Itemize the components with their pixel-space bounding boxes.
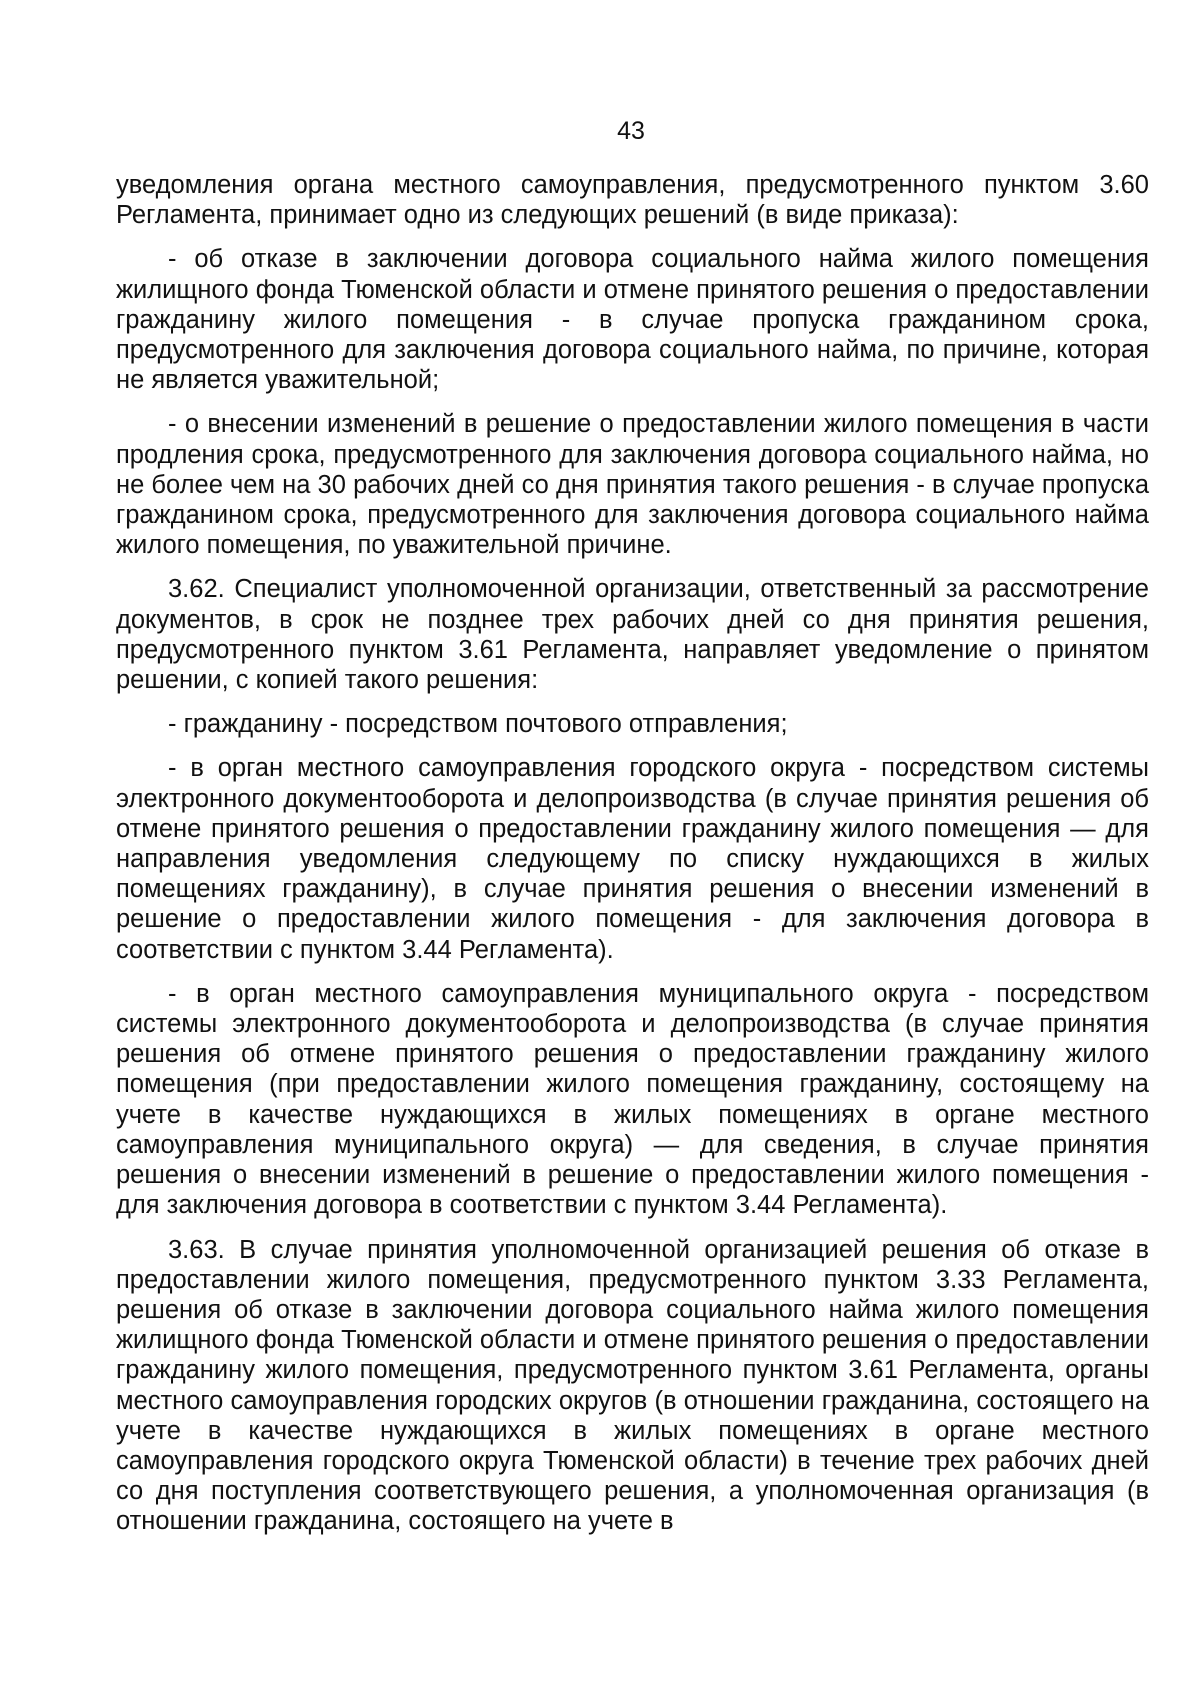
- page-number: 43: [617, 117, 645, 145]
- paragraph-citizen-mail: - гражданину - посредством почтового отправления;: [168, 710, 788, 739]
- paragraph-refusal-decision: - об отказе в заключении договора социального найма жилого помещения жилищного фонда Тюменской области и отмене принятого решения о предоставлении гражданину жилого помещения - в случае пропуска гражданином срока, предусмотренного для заключения договора социального найма, по причине, которая не является уважительной;: [116, 245, 1149, 395]
- document-body: [116, 170, 1149, 1537]
- paragraph-municipal-district-authority: - в орган местного самоуправления муниципального округа - посредством системы электронного документооборота и делопроизводства (в случае принятия решения об отмене принятого решения о предоставлении гражданину жилого помещения (при предоставлении жилого помещения гражданину, состоящему на учете в качестве нуждающихся в жилых помещениях в органе местного самоуправления муниципального округа) — для сведения, в случае принятия решения о внесении изменений в решение о предоставлении жилого помещения - для заключения договора в соответствии с пунктом 3.44 Регламента).: [116, 979, 1149, 1220]
- paragraph-3-63: 3.63. В случае принятия уполномоченной организацией решения об отказе в предоставлении жилого помещения, предусмотренного пунктом 3.33 Регламента, решения об отказе в заключении договора социального найма жилого помещения жилищного фонда Тюменской области и отмене принятого решения о предоставлении гражданину жилого помещения, предусмотренного пунктом 3.61 Регламента, органы местного самоуправления городских округов (в отношении гражданина, состоящего на учете в качестве нуждающихся в жилых помещениях в органе местного самоуправления городского округа Тюменской области) в течение трех рабочих дней со дня поступления соответствующего решения, а уполномоченная организация (в отношении гражданина, состоящего на учете в: [116, 1235, 1149, 1536]
- paragraph-continuation: уведомления органа местного самоуправления, предусмотренного пунктом 3.60 Регламента, принимает одно из следующих решений (в виде приказа):: [116, 171, 1149, 230]
- paragraph-amendment-decision: - о внесении изменений в решение о предоставлении жилого помещения в части продления срока, предусмотренного для заключения договора социального найма, но не более чем на 30 рабочих дней со дня принятия такого решения - в случае пропуска гражданином срока, предусмотренного для заключения договора социального найма жилого помещения, по уважительной причине.: [116, 410, 1149, 560]
- paragraph-city-district-authority: - в орган местного самоуправления городского округа - посредством системы электронного документооборота и делопроизводства (в случае принятия решения об отмене принятого решения о предоставлении гражданину жилого помещения — для направления уведомления следующему по списку нуждающихся в жилых помещениях гражданину), в случае принятия решения о внесении изменений в решение о предоставлении жилого помещения - для заключения договора в соответствии с пунктом 3.44 Регламента).: [116, 754, 1149, 964]
- paragraph-3-62: 3.62. Специалист уполномоченной организации, ответственный за рассмотрение документов, в срок не позднее трех рабочих дней со дня принятия решения, предусмотренного пунктом 3.61 Регламента, направляет уведомление о принятом решении, с копией такого решения:: [116, 575, 1149, 695]
